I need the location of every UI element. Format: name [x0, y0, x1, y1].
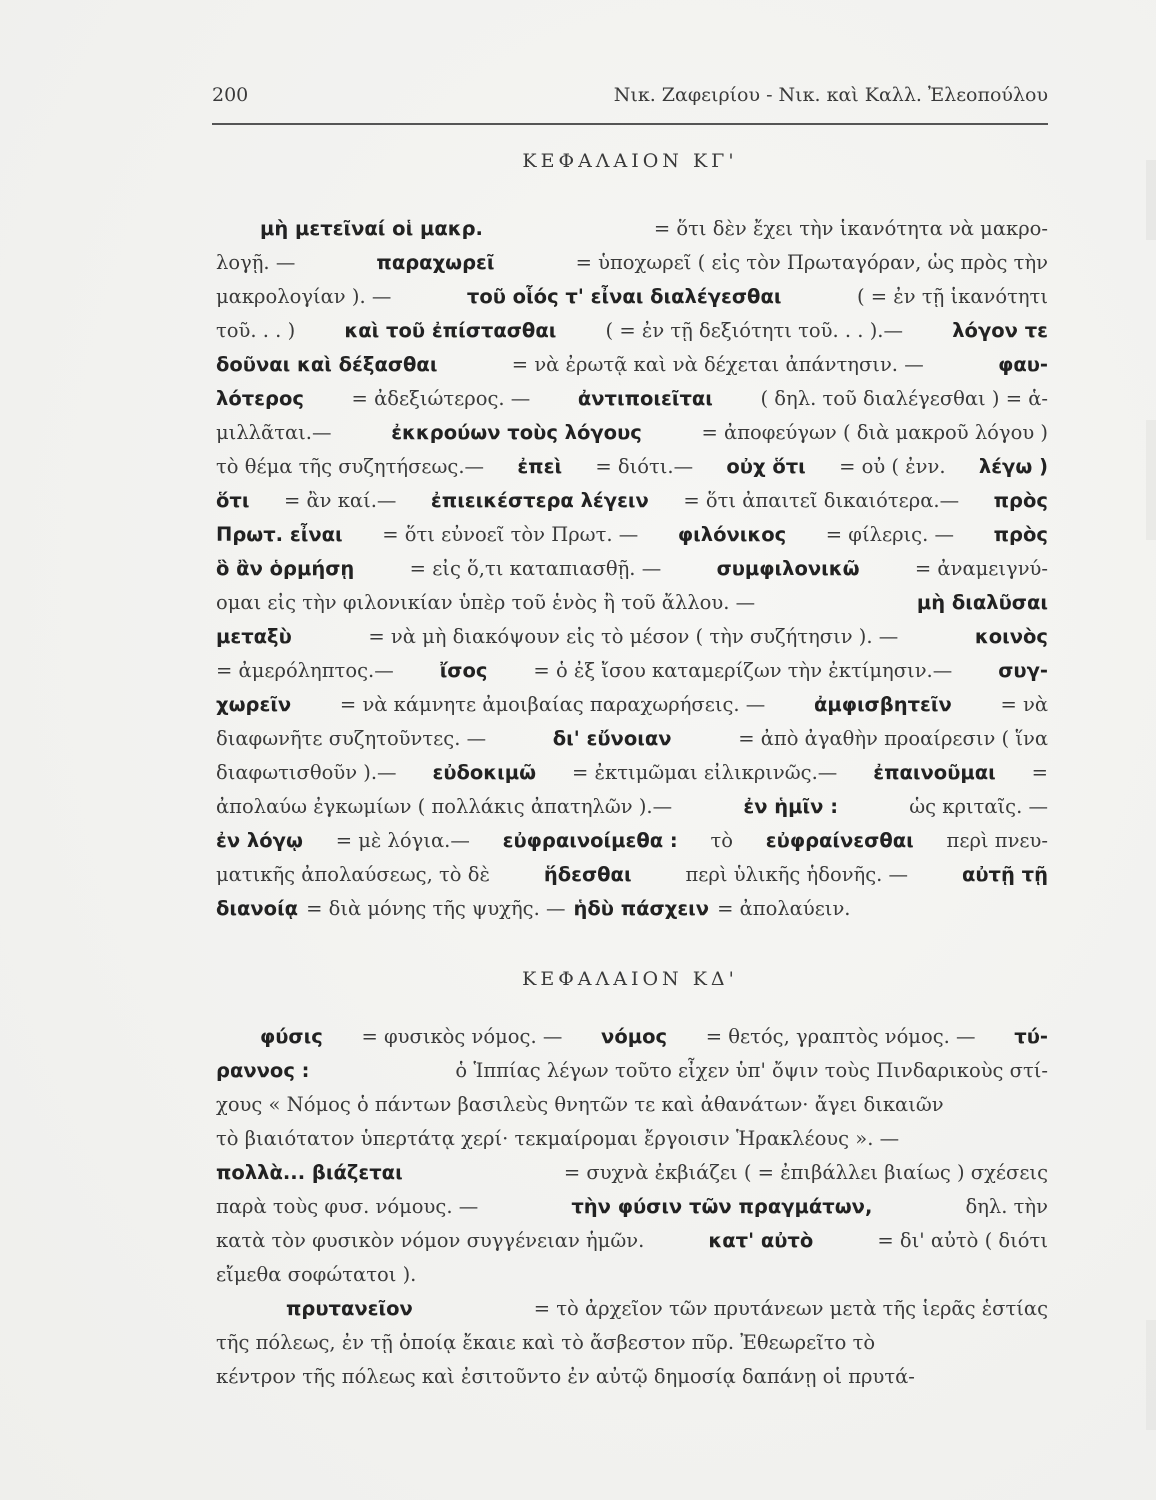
text-line: ὃ ἂν ὁρμήσῃ = εἰς ὅ,τι καταπιασθῇ. — συμφιλονικῶ = ἀναμειγνύ-: [216, 557, 1048, 580]
text-line: δοῦναι καὶ δέξασθαι = νὰ ἐρωτᾷ καὶ νὰ δέχεται ἀπάντησιν. — φαυ-: [216, 353, 1048, 376]
header-rule: [212, 123, 1048, 125]
running-header: [212, 84, 1048, 114]
text-line: κατὰ τὸν φυσικὸν νόμον συγγένειαν ἡμῶν. κατ' αὐτὸ = δι' αὐτὸ ( διότι: [216, 1229, 1048, 1252]
text-line: μιλλᾶται.— ἐκκρούων τοὺς λόγους = ἀποφεύγων ( διὰ μακροῦ λόγου ): [216, 421, 1048, 444]
text-line: ραννος : ὁ Ἱππίας λέγων τοῦτο εἶχεν ὑπ' ὄψιν τοὺς Πινδαρικοὺς στί-: [216, 1059, 1048, 1082]
page-edge-shadow: [1146, 420, 1156, 540]
text-line: εἴμεθα σοφώτατοι ).: [216, 1263, 417, 1286]
page-edge-shadow: [1146, 1320, 1156, 1430]
text-line: τοῦ. . . ) καὶ τοῦ ἐπίστασθαι ( = ἐν τῇ δεξιότητι τοῦ. . . ).— λόγον τε: [216, 319, 1048, 342]
text-line: παρὰ τοὺς φυσ. νόμους. — τὴν φύσιν τῶν πραγμάτων, δηλ. τὴν: [216, 1195, 1048, 1218]
text-line: λότερος = ἀδεξιώτερος. — ἀντιποιεῖται ( δηλ. τοῦ διαλέγεσθαι ) = ἁ-: [216, 387, 1048, 410]
text-line: ματικῆς ἀπολαύσεως, τὸ δὲ ἥδεσθαι περὶ ὑλικῆς ἡδονῆς. — αὐτῇ τῇ: [216, 863, 1048, 886]
text-line: μεταξὺ = νὰ μὴ διακόψουν εἰς τὸ μέσον ( τὴν συζήτησιν ). — κοινὸς: [216, 625, 1048, 648]
text-line: Πρωτ. εἶναι = ὅτι εὐνοεῖ τὸν Πρωτ. — φιλόνικος = φίλερις. — πρὸς: [216, 523, 1048, 546]
text-line: μὴ μετεῖναί οἱ μακρ. = ὅτι δὲν ἔχει τὴν ἱκανότητα νὰ μακρο-: [260, 217, 1048, 240]
page-edge-shadow: [1146, 160, 1156, 240]
text-line: χους « Νόμος ὁ πάντων βασιλεὺς θνητῶν τε καὶ ἀθανάτων· ἄγει δικαιῶν: [216, 1093, 944, 1116]
text-line: διαφωνῆτε συζητοῦντες. — δι' εὔνοιαν = ἀπὸ ἀγαθὴν προαίρεσιν ( ἵνα: [216, 727, 1048, 750]
page-number: 200: [212, 84, 249, 106]
text-line: χωρεῖν = νὰ κάμνητε ἀμοιβαίας παραχωρήσεις. — ἀμφισβητεῖν = νὰ: [216, 693, 1048, 716]
text-line: τῆς πόλεως, ἐν τῇ ὁποίᾳ ἔκαιε καὶ τὸ ἄσβεστον πῦρ. Ἐθεωρεῖτο τὸ: [216, 1331, 876, 1354]
chapter-heading-kd: ΚΕΦΑΛΑΙΟΝ ΚΔ': [522, 968, 738, 990]
text-line: κέντρον τῆς πόλεως καὶ ἐσιτοῦντο ἐν αὐτῷ δημοσίᾳ δαπάνῃ οἱ πρυτά-: [216, 1365, 915, 1388]
text-line: μακρολογίαν ). — τοῦ οἷός τ' εἶναι διαλέγεσθαι ( = ἐν τῇ ἱκανότητι: [216, 285, 1048, 308]
text-line: τὸ βιαιότατον ὑπερτάτᾳ χερί· τεκμαίρομαι ἔργοισιν Ἡρακλέους ». —: [216, 1127, 900, 1150]
text-line: ὅτι = ἂν καί.— ἐπιεικέστερα λέγειν = ὅτι ἀπαιτεῖ δικαιότερα.— πρὸς: [216, 489, 1048, 512]
text-line: ἀπολαύω ἐγκωμίων ( πολλάκις ἀπατηλῶν ).— ἐν ἡμῖν : ὡς κριταῖς. —: [216, 795, 1048, 818]
text-line: = ἀμερόληπτος.— ἴσος = ὁ ἐξ ἴσου καταμερίζων τὴν ἐκτίμησιν.— συγ-: [216, 659, 1048, 682]
text-line: ομαι εἰς τὴν φιλονικίαν ὑπὲρ τοῦ ἑνὸς ἢ τοῦ ἄλλου. — μὴ διαλῦσαι: [216, 591, 1048, 614]
text-line: λογῇ. — παραχωρεῖ = ὑποχωρεῖ ( εἰς τὸν Πρωταγόραν, ὡς πρὸς τὴν: [216, 251, 1048, 274]
text-line: πρυτανεῖον = τὸ ἀρχεῖον τῶν πρυτάνεων μετὰ τῆς ἱερᾶς ἑστίας: [286, 1297, 1048, 1320]
text-line: διανοίᾳ = διὰ μόνης τῆς ψυχῆς. — ἡδὺ πάσχειν = ἀπολαύειν.: [216, 897, 851, 920]
text-line: φύσις = φυσικὸς νόμος. — νόμος = θετός, γραπτὸς νόμος. — τύ-: [260, 1025, 1048, 1048]
chapter-heading-kg: ΚΕΦΑΛΑΙΟΝ ΚΓ': [522, 150, 738, 172]
text-line: ἐν λόγῳ = μὲ λόγια.— εὐφραινοίμεθα : τὸ εὐφραίνεσθαι περὶ πνευ-: [216, 829, 1048, 852]
running-header-authors: Νικ. Ζαφειρίου - Νικ. καὶ Καλλ. Ἐλεοπούλου: [613, 84, 1048, 106]
text-line: διαφωτισθοῦν ).— εὐδοκιμῶ = ἐκτιμῶμαι εἰλικρινῶς.— ἐπαινοῦμαι =: [216, 761, 1048, 784]
text-line: πολλὰ... βιάζεται = συχνὰ ἐκβιάζει ( = ἐπιβάλλει βιαίως ) σχέσεις: [216, 1161, 1048, 1184]
text-line: τὸ θέμα τῆς συζητήσεως.— ἐπεὶ = διότι.— οὐχ ὅτι = οὐ ( ἐνν. λέγω ): [216, 455, 1048, 478]
